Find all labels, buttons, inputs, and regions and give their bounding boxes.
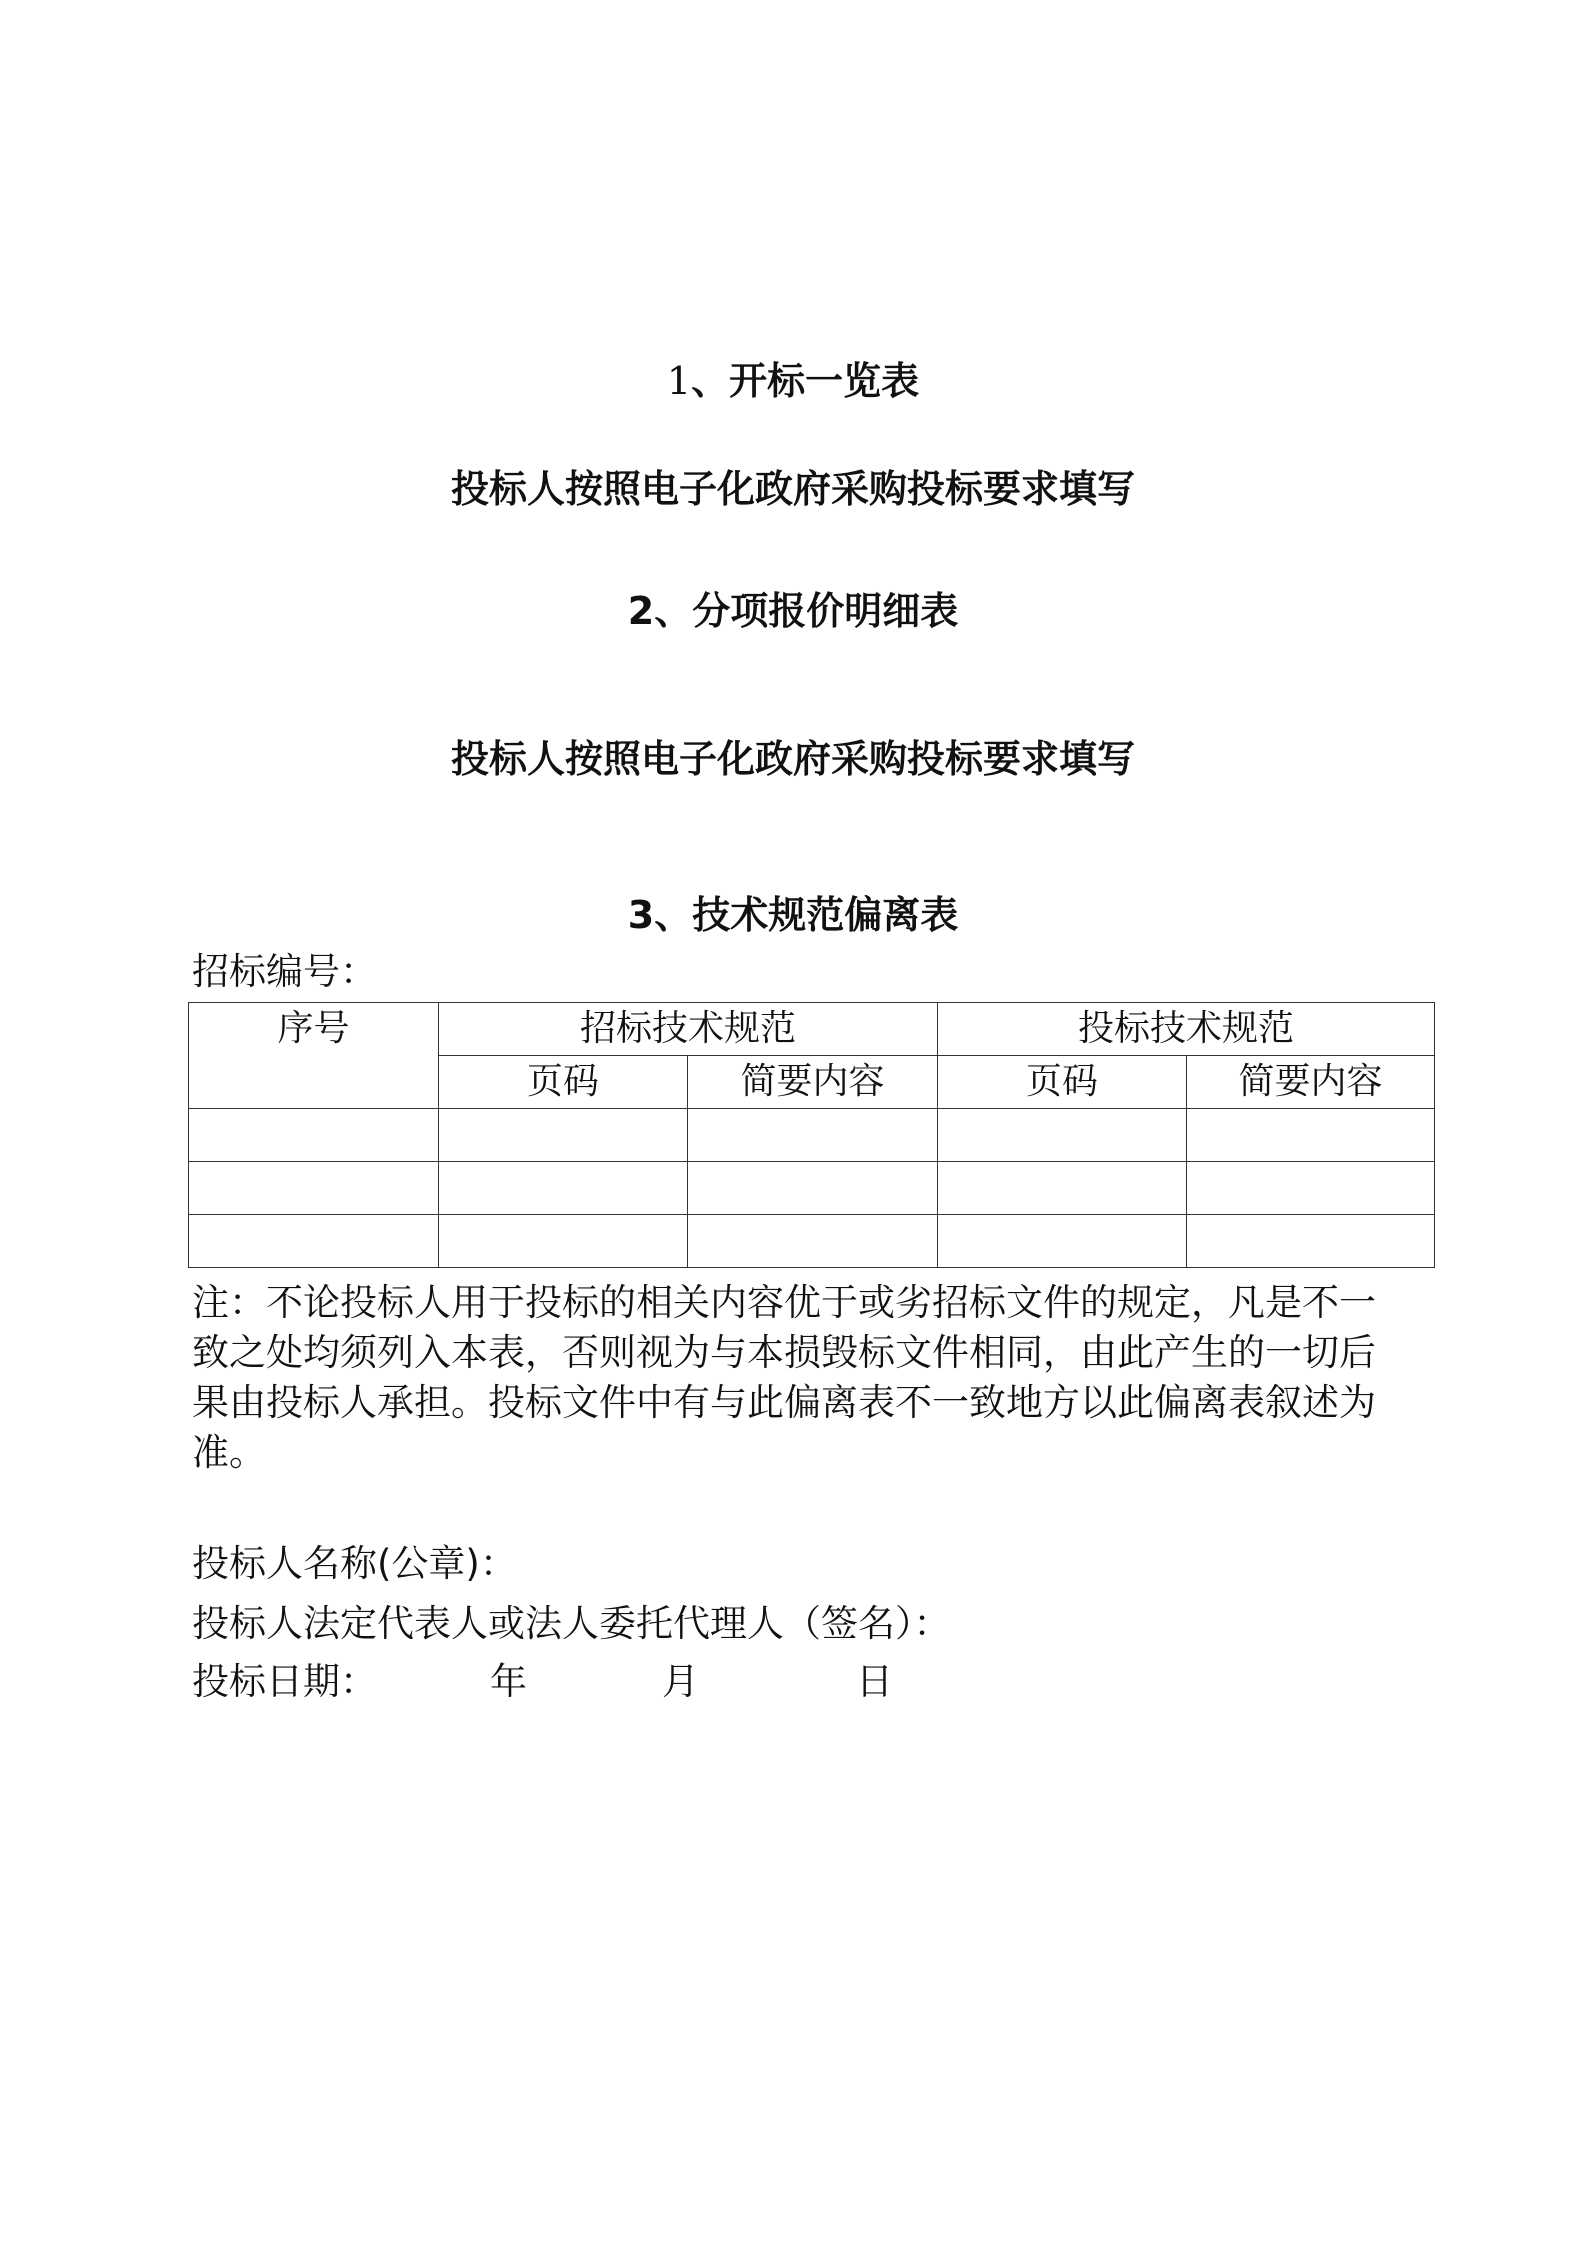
table-cell[interactable] (1187, 1162, 1435, 1215)
table-cell[interactable] (189, 1215, 439, 1268)
table-cell[interactable] (439, 1162, 688, 1215)
table-cell[interactable] (938, 1162, 1187, 1215)
day-label: 日 (856, 1660, 893, 1703)
table-cell[interactable] (938, 1109, 1187, 1162)
section-1-number: 1 (666, 359, 692, 403)
header-seq: 序号 (189, 1003, 439, 1109)
table-row (189, 1162, 1435, 1215)
section-2-instruction: 投标人按照电子化政府采购投标要求填写 (450, 737, 1135, 781)
section-2-title: 2、分项报价明细表 (627, 589, 959, 633)
table-cell[interactable] (189, 1109, 439, 1162)
subheader-tender-page: 页码 (439, 1056, 688, 1109)
representative-label: 投标人法定代表人或法人委托代理人（签名）： (192, 1602, 951, 1645)
bidder-name-label: 投标人名称(公章)： (192, 1542, 517, 1585)
section-1-title-text: 、开标一览表 (691, 359, 920, 403)
table-cell[interactable] (439, 1109, 688, 1162)
deviation-table (188, 1002, 1435, 1268)
bid-number-label: 招标编号： (192, 950, 377, 993)
table-header-row (189, 1003, 1435, 1056)
table-cell[interactable] (688, 1215, 938, 1268)
bid-date-label: 投标日期： (192, 1660, 377, 1703)
table-cell[interactable] (1187, 1109, 1435, 1162)
subheader-bid-page: 页码 (938, 1056, 1187, 1109)
section-3-title: 3、技术规范偏离表 (627, 893, 959, 937)
year-label: 年 (490, 1660, 527, 1703)
section-1-title (0, 358, 1586, 404)
table-cell[interactable] (688, 1162, 938, 1215)
month-label: 月 (662, 1660, 699, 1703)
table-cell[interactable] (688, 1109, 938, 1162)
header-bid-spec: 投标技术规范 (938, 1003, 1435, 1056)
table-row (189, 1215, 1435, 1268)
section-1-instruction: 投标人按照电子化政府采购投标要求填写 (450, 467, 1135, 511)
table-cell[interactable] (938, 1215, 1187, 1268)
header-tender-spec: 招标技术规范 (439, 1003, 938, 1056)
table-cell[interactable] (439, 1215, 688, 1268)
table-row (189, 1109, 1435, 1162)
subheader-bid-summary: 简要内容 (1187, 1056, 1435, 1109)
table-cell[interactable] (189, 1162, 439, 1215)
subheader-tender-summary: 简要内容 (688, 1056, 938, 1109)
table-cell[interactable] (1187, 1215, 1435, 1268)
deviation-note: 注：不论投标人用于投标的相关内容优于或劣招标文件的规定，凡是不一致之处均须列入本表，否则视为与本损毁标文件相同，由此产生的一切后果由投标人承担。投标文件中有与此偏离表不一致地方以此偏离表叙述为准。 (192, 1281, 1376, 1474)
